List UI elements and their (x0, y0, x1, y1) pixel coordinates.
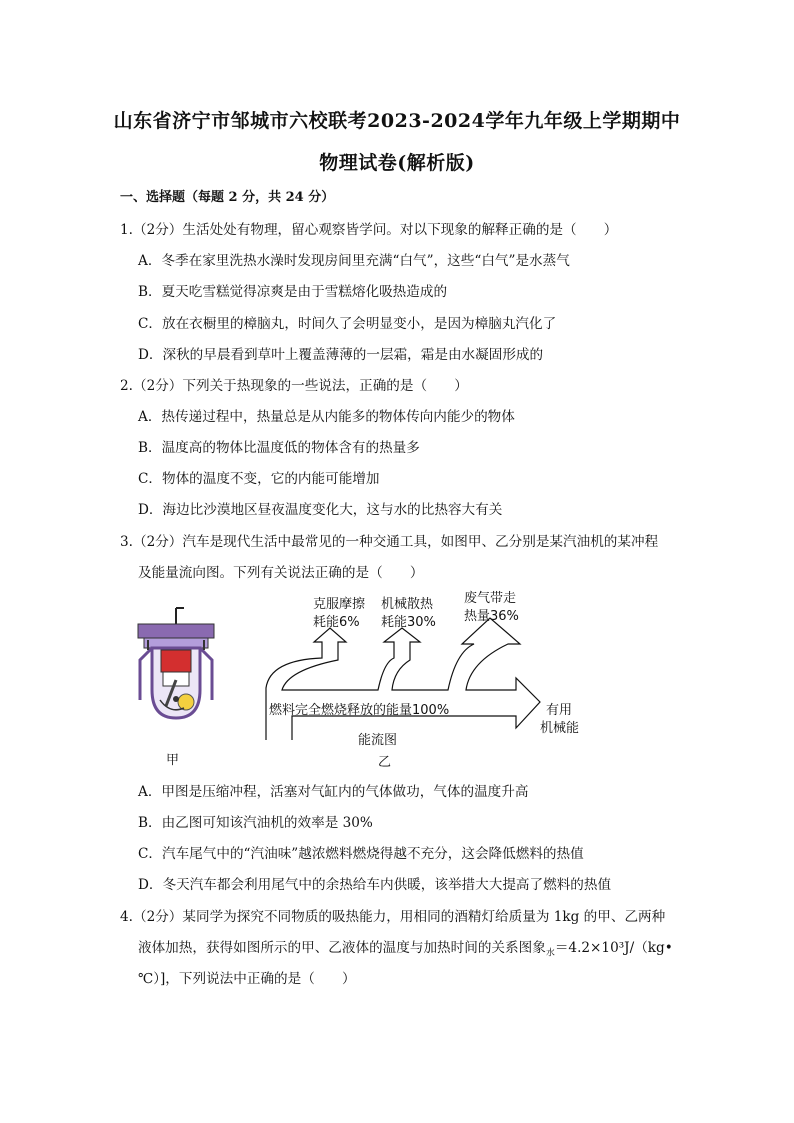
question-1-option-d: D．深秋的早晨看到草叶上覆盖薄薄的一层霜，霜是由水凝固形成的 (138, 347, 544, 363)
question-3-option-b: B．由乙图可知该汽油机的效率是 30% (138, 815, 373, 831)
page-title-line1: 山东省济宁市邹城市六校联考2023-2024学年九年级上学期期中 (113, 110, 681, 132)
branch-heat-line2: 耗能30% (381, 615, 436, 630)
question-1-option-c: C．放在衣橱里的樟脑丸，时间久了会明显变小，是因为樟脑丸汽化了 (138, 316, 557, 332)
question-4-line-2-formula: ＝4.2×10³J/（kg• (554, 940, 673, 956)
question-3-option-d: D．冬天汽车都会利用尾气中的余热给车内供暖，该举措大大提高了燃料的热值 (138, 877, 612, 893)
branch-friction-line2: 耗能6% (313, 615, 360, 630)
question-2-option-c: C．物体的温度不变，它的内能可能增加 (138, 471, 380, 487)
output-label-line1: 有用 (546, 703, 573, 718)
question-4-line-1: 4.（2分）某同学为探究不同物质的吸热能力，用相同的酒精灯给质量为 1kg 的甲、乙两种 (120, 909, 666, 925)
output-label-line2: 机械能 (540, 721, 580, 736)
branch-exhaust-line1: 废气带走 (464, 591, 517, 606)
figure-label-yi: 乙 (378, 755, 392, 770)
engine-energy-figure (130, 590, 630, 770)
question-1-option-a: A．冬季在家里洗热水澡时发现房间里充满“白气”，这些“白气”是水蒸气 (138, 253, 570, 269)
branch-exhaust-line2: 热量36% (464, 609, 519, 624)
page-title-line2: 物理试卷(解析版) (319, 152, 475, 174)
branch-friction-line1: 克服摩擦 (313, 597, 366, 612)
figure-label-jia: 甲 (166, 753, 180, 768)
question-1-option-b: B．夏天吃雪糕觉得凉爽是由于雪糕熔化吸热造成的 (138, 284, 448, 300)
question-1: 1.（2分）生活处处有物理，留心观察皆学问。对以下现象的解释正确的是（ ） (120, 222, 618, 238)
question-2-option-d: D．海边比沙漠地区昼夜温度变化大，这与水的比热容大有关 (138, 502, 503, 518)
question-4-line-2 (138, 936, 673, 959)
flow-main-label: 燃料完全燃烧释放的能量100% (269, 703, 450, 718)
question-4-line-3: ℃）]，下列说法中正确的是（ ） (138, 971, 356, 987)
engine-cylinder-illustration (138, 608, 214, 718)
branch-heat-line1: 机械散热 (381, 597, 434, 612)
flow-caption: 能流图 (358, 733, 398, 748)
section-heading: 一、选择题（每题 2 分，共 24 分） (120, 190, 335, 205)
question-2-option-a: A．热传递过程中，热量总是从内能多的物体传向内能少的物体 (138, 409, 515, 425)
question-3-option-a: A．甲图是压缩冲程，活塞对气缸内的气体做功，气体的温度升高 (138, 784, 529, 800)
question-3-option-c: C．汽车尾气中的“汽油味”越浓燃料燃烧得越不充分，这会降低燃料的热值 (138, 846, 584, 862)
question-4-water-subscript: 水 (545, 948, 555, 959)
question-3-line-1: 3.（2分）汽车是现代生活中最常见的一种交通工具，如图甲、乙分别是某汽油机的某冲程 (120, 534, 659, 550)
energy-flow-diagram (266, 618, 540, 740)
question-2: 2.（2分）下列关于热现象的一些说法，正确的是（ ） (120, 378, 468, 394)
question-4-line-2-text: 液体加热，获得如图所示的甲、乙液体的温度与加热时间的关系图象 (138, 940, 546, 956)
question-3-line-2: 及能量流向图。下列有关说法正确的是（ ） (138, 565, 424, 581)
question-2-option-b: B．温度高的物体比温度低的物体含有的热量多 (138, 440, 420, 456)
